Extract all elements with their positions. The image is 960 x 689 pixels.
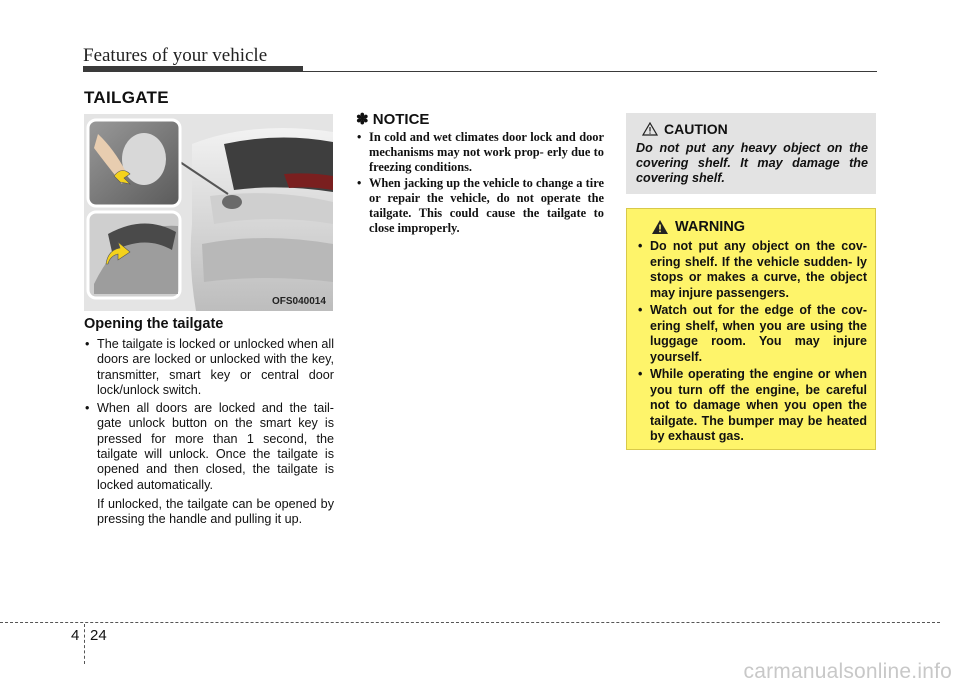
caution-box: [626, 113, 876, 194]
notice-box: [356, 110, 604, 236]
section-title: TAILGATE: [84, 88, 169, 107]
caution-title: CAUTION: [664, 121, 728, 137]
header-rule: [83, 71, 877, 72]
opening-section: [84, 316, 334, 528]
chapter-number: 4: [71, 627, 80, 644]
list-item: • In cold and wet climates door lock and door mechanisms may not work prop- erly due to freezing conditions.: [356, 130, 604, 176]
footer-rule: [0, 622, 940, 623]
caution-text: Do not put any heavy object on the covering shelf. It may damage the covering shelf.: [636, 141, 868, 185]
list-item: • While operating the engine or when you turn off the engine, be careful not to damage when you open the tailgate. The bumper may be heated by exhaust gas.: [637, 367, 867, 445]
opening-continuation: If unlocked, the tailgate can be opened by pressing the handle and pulling it up.: [97, 496, 334, 527]
list-item: • When all doors are locked and the tail- gate unlock button on the smart key is pressed for more than 1 second, the tailgate will unlock. Once the tailgate is opened and then closed, the tailgate is locked automatically.: [84, 401, 334, 493]
list-item: • Watch out for the edge of the cov- ering shelf, when you are using the luggage room. You may injure yourself.: [637, 303, 867, 365]
list-item: • The tailgate is locked or unlocked when all doors are locked or unlocked with the key, transmitter, smart key or central door lock/unlock switch.: [84, 337, 334, 398]
warning-box: [626, 208, 876, 450]
caution-triangle-icon: [642, 122, 658, 136]
caution-header: [642, 121, 868, 137]
warning-header: [651, 219, 867, 235]
figure-code: OFS040014: [272, 296, 326, 307]
page-header-title: Features of your vehicle: [83, 45, 268, 66]
list-item: • Do not put any object on the cov- ering shelf. If the vehicle sudden- ly stops or makes a curve, the object may injure passengers.: [637, 239, 867, 301]
footer-divider: [84, 624, 85, 664]
warning-triangle-icon: [651, 219, 669, 235]
watermark: carmanualsonline.info: [743, 660, 952, 683]
warning-title: WARNING: [675, 219, 746, 235]
notice-title: ✽ NOTICE: [356, 111, 430, 128]
list-item: • When jacking up the vehicle to change a tire or repair the vehicle, do not operate the tailgate. This could cause the tailgate to close improperly.: [356, 176, 604, 237]
warning-bullet-list: [637, 239, 867, 445]
opening-heading: Opening the tailgate: [84, 316, 224, 332]
opening-bullet-list: [84, 337, 334, 493]
tailgate-illustration: [84, 114, 333, 311]
notice-bullet-list: [356, 130, 604, 236]
page-number: 24: [90, 627, 107, 644]
car-rear-image: [84, 114, 333, 311]
